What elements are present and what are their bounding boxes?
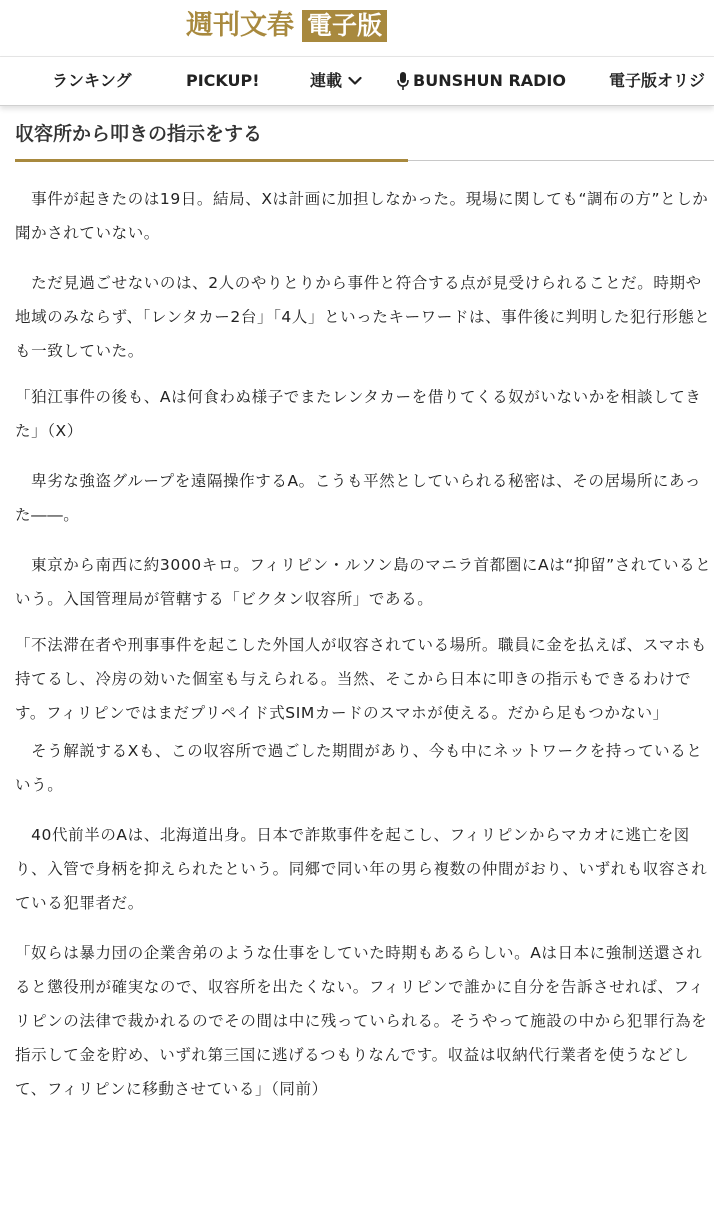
nav-item-original[interactable] [609, 57, 705, 105]
article-paragraph: 40代前半のAは、北海道出身。日本で詐欺事件を起こし、フィリピンからマカオに逃亡を図り、入管で身柄を抑えられたという。同郷で同い年の男ら複数の仲間がおり、いずれも収容されている犯罪者だ。 [15, 826, 708, 912]
article-paragraph: 卑劣な強盗グループを遠隔操作するA。こうも平然としていられる秘密は、その居場所にあった――。 [15, 472, 702, 524]
heading-underline-rule [408, 160, 714, 161]
article-heading: 収容所から叩きの指示をする [15, 123, 263, 145]
heading-underline-accent [15, 159, 408, 162]
heading-underline [15, 159, 714, 162]
microphone-icon [397, 71, 409, 91]
main-nav [0, 57, 714, 106]
nav-item-radio[interactable] [397, 57, 566, 105]
nav-item-series[interactable] [310, 57, 362, 105]
logo-badge: 電子版 [302, 10, 387, 42]
article-paragraph: そう解説するXも、この収容所で過ごした期間があり、今も中にネットワークを持っているという。 [15, 742, 703, 794]
article-paragraph: 事件が起きたのは19日。結局、Xは計画に加担しなかった。現場に関しても“調布の方”としか聞かされていない。 [15, 190, 709, 242]
logo-text: 週刊文春 [186, 10, 294, 41]
nav-item-label: 電子版オリジ [609, 71, 706, 90]
article-quote: 「不法滞在者や刑事事件を起こした外国人が収容されている場所。職員に金を払えば、スマホも持てるし、冷房の効いた個室も与えられる。当然、そこから日本に叩きの指示もできるわけです。フィリピンではまだプリペイド式SIMカードのスマホが使える。だから足もつかない」 [15, 636, 707, 722]
nav-item-pickup[interactable] [186, 57, 260, 105]
nav-item-label: 連載 [310, 71, 343, 90]
nav-item-ranking[interactable] [52, 57, 132, 105]
article-quote: 「奴らは暴力団の企業舎弟のような仕事をしていた時期もあるらしい。Aは日本に強制送還されると懲役刑が確実なので、収容所を出たくない。フィリピンで誰かに自分を告訴させれば、フィリピンの法律で裁かれるのでその間は中に残っていられる。そうやって施設の中から犯罪行為を指示して金を貯め、いずれ第三国に逃げるつもりなんです。収益は収納代行業者を使うなどして、フィリピンに移動させている」（同前） [15, 944, 708, 1098]
nav-item-label: ランキング [52, 71, 132, 90]
article-body [0, 120, 714, 1106]
nav-item-label: BUNSHUN RADIO [413, 71, 566, 90]
site-header [0, 0, 714, 57]
article-quote: 「狛江事件の後も、Aは何食わぬ様子でまたレンタカーを借りてくる奴がいないかを相談してきた」（X） [15, 388, 702, 440]
article-paragraph: ただ見過ごせないのは、2人のやりとりから事件と符合する点が見受けられることだ。時期や地域のみならず、「レンタカー2台」「4人」といったキーワードは、事件後に判明した犯行形態とも一致していた。 [15, 274, 711, 360]
site-logo[interactable] [186, 8, 387, 44]
article-paragraph: 東京から南西に約3000キロ。フィリピン・ルソン島のマニラ首都圏にAは“抑留”されているという。入国管理局が管轄する「ビクタン収容所」である。 [15, 556, 712, 608]
nav-item-label: PICKUP! [186, 71, 260, 90]
chevron-down-icon [348, 76, 362, 86]
